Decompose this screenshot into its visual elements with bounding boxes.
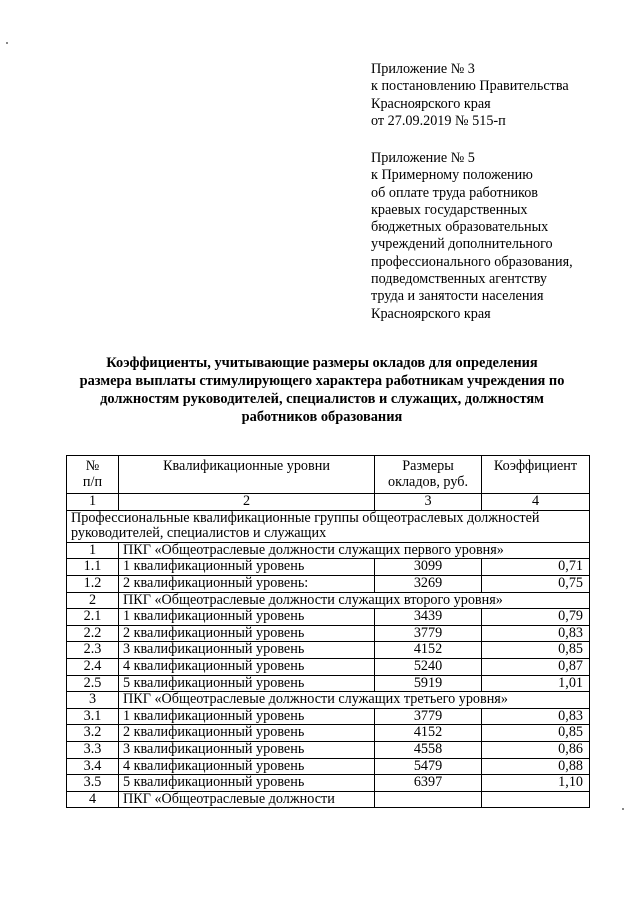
salary-value: 3269 [375,575,482,592]
coefficient-value: 0,88 [482,758,590,775]
appendix-5-line: профессионального образования, [371,253,573,270]
salary-value: 3779 [375,708,482,725]
group-row [67,542,590,559]
salary-value: 5479 [375,758,482,775]
row-number: 1.2 [67,575,119,592]
appendix-5-line: краевых государственных [371,201,528,218]
coefficient-value: 0,71 [482,559,590,576]
col-number: 2 [119,494,375,511]
appendix-3-line: Приложение № 3 [371,61,475,77]
row-number: 4 [67,791,119,808]
header-salary: Размеры окладов, руб. [375,456,482,494]
table-row [67,609,590,626]
row-number: 1.1 [67,559,119,576]
row-number: 3.5 [67,775,119,792]
row-number: 3.3 [67,741,119,758]
header-level: Квалификационные уровни [119,456,375,494]
col-number: 3 [375,494,482,511]
appendix-3-line: от 27.09.2019 № 515-п [371,112,506,129]
scan-speck [622,808,624,810]
row-number: 3.4 [67,758,119,775]
salary-value: 4152 [375,725,482,742]
row-number: 2.5 [67,675,119,692]
salary-value: 5919 [375,675,482,692]
appendix-5-line: Приложение № 5 [371,150,475,166]
column-number-row [67,494,590,511]
section-row [67,510,590,542]
row-number: 1 [67,542,119,559]
appendix-5-line: учреждений дополнительного [371,236,553,253]
qualification-level: 1 квалификационный уровень [119,559,375,576]
row-number: 2.4 [67,658,119,675]
coefficient-value: 0,75 [482,575,590,592]
qualification-level: ПКГ «Общеотраслевые должности [119,791,375,808]
appendix-5-line: к Примерному положению [371,167,533,184]
qualification-level: 3 квалификационный уровень [119,642,375,659]
coefficient-value: 0,87 [482,658,590,675]
coefficient-value: 0,79 [482,609,590,626]
title-line: работников образования [241,409,403,425]
salary-value: 4558 [375,741,482,758]
coefficient-value: 0,85 [482,642,590,659]
row-number: 2 [67,592,119,609]
table-row [67,559,590,576]
table-row [67,708,590,725]
qualification-level: 2 квалификационный уровень [119,725,375,742]
qualification-level: 5 квалификационный уровень [119,675,375,692]
table-row [67,575,590,592]
salary-value: 3099 [375,559,482,576]
salary-value: 6397 [375,775,482,792]
coefficient-value: 0,86 [482,741,590,758]
coefficients-table [66,455,590,808]
qualification-level: 1 квалификационный уровень [119,708,375,725]
title-line: должностям руководителей, специалистов и служащих, должностям [100,391,544,407]
appendix-5-line: бюджетных образовательных [371,219,549,236]
table-row [67,741,590,758]
row-number: 2.1 [67,609,119,626]
appendix-5-line: об оплате труда работников [371,184,539,201]
qualification-level: 3 квалификационный уровень [119,741,375,758]
group-title: ПКГ «Общеотраслевые должности служащих второго уровня» [119,592,590,609]
scan-speck [6,42,8,44]
qualification-level: 2 квалификационный уровень: [119,575,375,592]
document-title [52,354,592,426]
coefficient-value: 1,01 [482,675,590,692]
qualification-level: 5 квалификационный уровень [119,775,375,792]
col-number: 4 [482,494,590,511]
group-title: ПКГ «Общеотраслевые должности служащих первого уровня» [119,542,590,559]
salary-value: 3439 [375,609,482,626]
qualification-level: 4 квалификационный уровень [119,658,375,675]
table-row [67,725,590,742]
table-row [67,758,590,775]
qualification-level: 4 квалификационный уровень [119,758,375,775]
salary-value: 3779 [375,625,482,642]
table-row [67,775,590,792]
coefficient-value [482,791,590,808]
row-number: 2.3 [67,642,119,659]
qualification-level: 2 квалификационный уровень [119,625,375,642]
group-row [67,592,590,609]
table-row [67,791,590,808]
table-row [67,658,590,675]
appendix-5-line: труда и занятости населения [371,288,544,305]
appendix-5-line: Красноярского края [371,305,491,322]
col-number: 1 [67,494,119,511]
appendix-5-block [371,150,573,323]
coefficient-value: 0,85 [482,725,590,742]
table-row [67,625,590,642]
salary-value: 4152 [375,642,482,659]
header-row [67,456,590,494]
table-body [67,456,590,808]
row-number: 3 [67,692,119,709]
appendix-5-line: подведомственных агентству [371,271,548,288]
appendix-3-block [371,61,569,130]
row-number: 2.2 [67,625,119,642]
title-line: Коэффициенты, учитывающие размеры окладов для определения [106,355,538,371]
row-number: 3.2 [67,725,119,742]
group-row [67,692,590,709]
group-title: ПКГ «Общеотраслевые должности служащих третьего уровня» [119,692,590,709]
header-coef: Коэффициент [482,456,590,494]
title-line: размера выплаты стимулирующего характера работникам учреждения по [79,373,565,389]
row-number: 3.1 [67,708,119,725]
appendix-3-line: к постановлению Правительства [371,78,569,95]
coefficient-value: 0,83 [482,625,590,642]
qualification-level: 1 квалификационный уровень [119,609,375,626]
coefficient-value: 1,10 [482,775,590,792]
appendix-3-line: Красноярского края [371,95,491,112]
header-num: № п/п [67,456,119,494]
section-title: Профессиональные квалификационные группы общеотраслевых должностей руководителей, специалистов и служащих [67,510,590,542]
table-row [67,675,590,692]
table-row [67,642,590,659]
salary-value: 5240 [375,658,482,675]
salary-value [375,791,482,808]
coefficient-value: 0,83 [482,708,590,725]
